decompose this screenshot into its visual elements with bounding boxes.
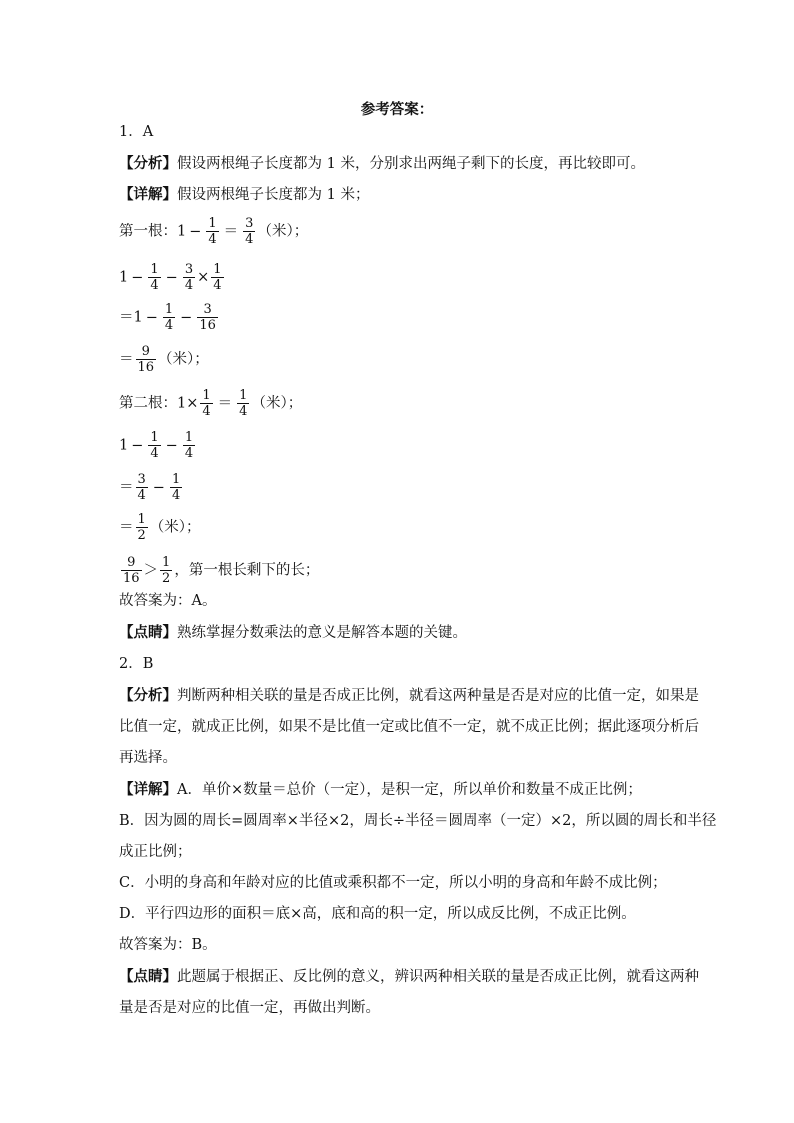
equals-sign: ＝ (119, 351, 134, 368)
minus-sign: − (131, 269, 144, 286)
denominator: 2 (162, 571, 171, 586)
text: 第二根： (119, 395, 177, 412)
text: 1 (133, 309, 143, 326)
fraction (237, 388, 249, 419)
denominator: 16 (199, 318, 216, 333)
fraction (160, 555, 172, 586)
q2-analysis-line-2: 比值一定，就成正比例，如果不是比值一定或比值不一定，就不成正比例；据此逐项分析后 (119, 719, 699, 735)
denominator: 4 (208, 232, 217, 247)
fraction (148, 262, 160, 293)
analysis-tag: 【分析】 (119, 155, 177, 172)
fraction (183, 262, 195, 293)
numerator: 1 (202, 388, 211, 403)
fraction (170, 472, 182, 503)
equals-sign: ＝ (119, 479, 134, 496)
equals-sign: ＝ (217, 395, 233, 412)
text: 1 (177, 223, 187, 240)
denominator: 2 (137, 528, 146, 543)
unit-text: （米）； (149, 519, 201, 536)
denominator: 16 (123, 571, 140, 586)
unit-text: （米）； (158, 351, 209, 368)
fraction (200, 388, 212, 419)
q1-line-second-rope (119, 388, 302, 419)
fraction (136, 472, 148, 503)
fraction (206, 216, 218, 247)
times-sign: × (197, 269, 210, 286)
fraction (243, 216, 255, 247)
q1-line-result1 (119, 344, 209, 375)
greater-than-sign: ＞ (143, 562, 159, 579)
denominator: 16 (137, 360, 155, 375)
detail-tag: 【详解】 (119, 186, 177, 203)
equals-sign: ＝ (223, 223, 239, 240)
fraction (148, 430, 160, 461)
fraction (121, 555, 142, 586)
fraction (136, 344, 157, 375)
q1-line-expr2 (119, 302, 220, 333)
q2-detail-b-line-1: B．因为圆的周长=圆周率×半径×2，周长÷半径＝圆周率（一定）×2，所以圆的周长和半径 (119, 813, 717, 829)
minus-sign: − (152, 479, 165, 496)
minus-sign: − (165, 269, 178, 286)
numerator: 9 (141, 344, 150, 359)
q1-line-expr4 (119, 472, 184, 503)
q1-number: 1．A (119, 124, 154, 140)
q1-line-result2 (119, 512, 201, 543)
q1-analysis-text: 假设两根绳子长度都为 1 米，分别求出两绳子剩下的长度，再比较即可。 (177, 156, 645, 172)
q2-number: 2．B (119, 656, 154, 672)
denominator: 4 (137, 488, 146, 503)
numerator: 1 (184, 430, 194, 445)
q1-comment-text: 熟练掌握分数乘法的意义是解答本题的关键。 (177, 625, 467, 641)
fraction (211, 262, 223, 293)
q1-line-first-rope (119, 216, 308, 247)
numerator: 3 (184, 262, 194, 277)
minus-sign: − (145, 309, 158, 326)
q2-detail-b-line-2: 成正比例； (119, 844, 192, 860)
minus-sign: − (180, 309, 193, 326)
numerator: 1 (171, 472, 181, 487)
q2-answer: 故答案为：B。 (119, 937, 217, 953)
q1-detail-text: 假设两根绳子长度都为 1 米； (177, 187, 370, 203)
minus-sign: − (189, 223, 202, 240)
q2-detail-a-text: A．单价×数量＝总价（一定），是积一定，所以单价和数量不成正比例； (177, 782, 642, 798)
q2-comment-line-1 (119, 967, 699, 987)
minus-sign: − (165, 437, 178, 454)
numerator: 3 (137, 472, 146, 487)
unit-text: （米）； (251, 395, 303, 412)
q1-detail (119, 185, 369, 205)
times-sign: × (186, 395, 199, 412)
q1-line-expr1 (119, 262, 226, 293)
denominator: 4 (213, 278, 222, 293)
denominator: 4 (245, 232, 254, 247)
q1-line-compare (119, 555, 319, 586)
q2-comment-text: 此题属于根据正、反比例的意义，辨识两种相关联的量是否成正比例，就看这两种 (177, 969, 699, 985)
compare-text: ，第一根长剩下的长； (174, 562, 320, 579)
numerator: 3 (245, 216, 254, 231)
text: 第一根： (119, 223, 177, 240)
text: 1 (119, 437, 129, 454)
text: 1 (119, 269, 129, 286)
q2-detail-d: D．平行四边形的面积＝底×高，底和高的积一定，所以成反比例，不成正比例。 (119, 906, 636, 922)
detail-tag: 【详解】 (119, 781, 177, 798)
q2-detail-c: C．小明的身高和年龄对应的比值或乘积都不一定，所以小明的身高和年龄不成比例； (119, 875, 667, 891)
comment-tag: 【点睛】 (119, 968, 177, 985)
q2-analysis-line-1 (119, 686, 699, 706)
unit-text: （米）； (257, 223, 309, 240)
denominator: 4 (202, 404, 211, 419)
denominator: 4 (150, 278, 159, 293)
fraction (136, 512, 148, 543)
numerator: 9 (127, 555, 136, 570)
q1-analysis (119, 154, 645, 174)
equals-sign: ＝ (119, 309, 134, 326)
minus-sign: − (131, 437, 144, 454)
denominator: 4 (239, 404, 248, 419)
denominator: 4 (171, 488, 181, 503)
numerator: 1 (162, 555, 171, 570)
denominator: 4 (164, 318, 174, 333)
fraction (163, 302, 175, 333)
numerator: 3 (203, 302, 212, 317)
comment-tag: 【点睛】 (119, 624, 177, 641)
page-title: 参考答案： (360, 101, 434, 118)
fraction (183, 430, 195, 461)
equals-sign: ＝ (119, 519, 134, 536)
denominator: 4 (184, 446, 194, 461)
analysis-tag: 【分析】 (119, 687, 177, 704)
q1-comment (119, 623, 467, 643)
fraction (197, 302, 218, 333)
numerator: 1 (239, 388, 248, 403)
text: 1 (177, 395, 187, 412)
q1-line-expr3 (119, 430, 197, 461)
q1-answer: 故答案为：A。 (119, 593, 217, 609)
q2-analysis-text: 判断两种相关联的量是否成正比例，就看这两种量是否是对应的比值一定，如果是 (177, 688, 699, 704)
denominator: 4 (184, 278, 194, 293)
numerator: 1 (150, 262, 159, 277)
q2-analysis-line-3: 再选择。 (119, 750, 177, 766)
numerator: 1 (164, 302, 174, 317)
numerator: 1 (208, 216, 217, 231)
numerator: 1 (213, 262, 222, 277)
numerator: 1 (150, 430, 159, 445)
denominator: 4 (150, 446, 159, 461)
numerator: 1 (137, 512, 146, 527)
q2-detail-a (119, 780, 642, 800)
q2-comment-line-2: 量是否是对应的比值一定，再做出判断。 (119, 1000, 380, 1016)
